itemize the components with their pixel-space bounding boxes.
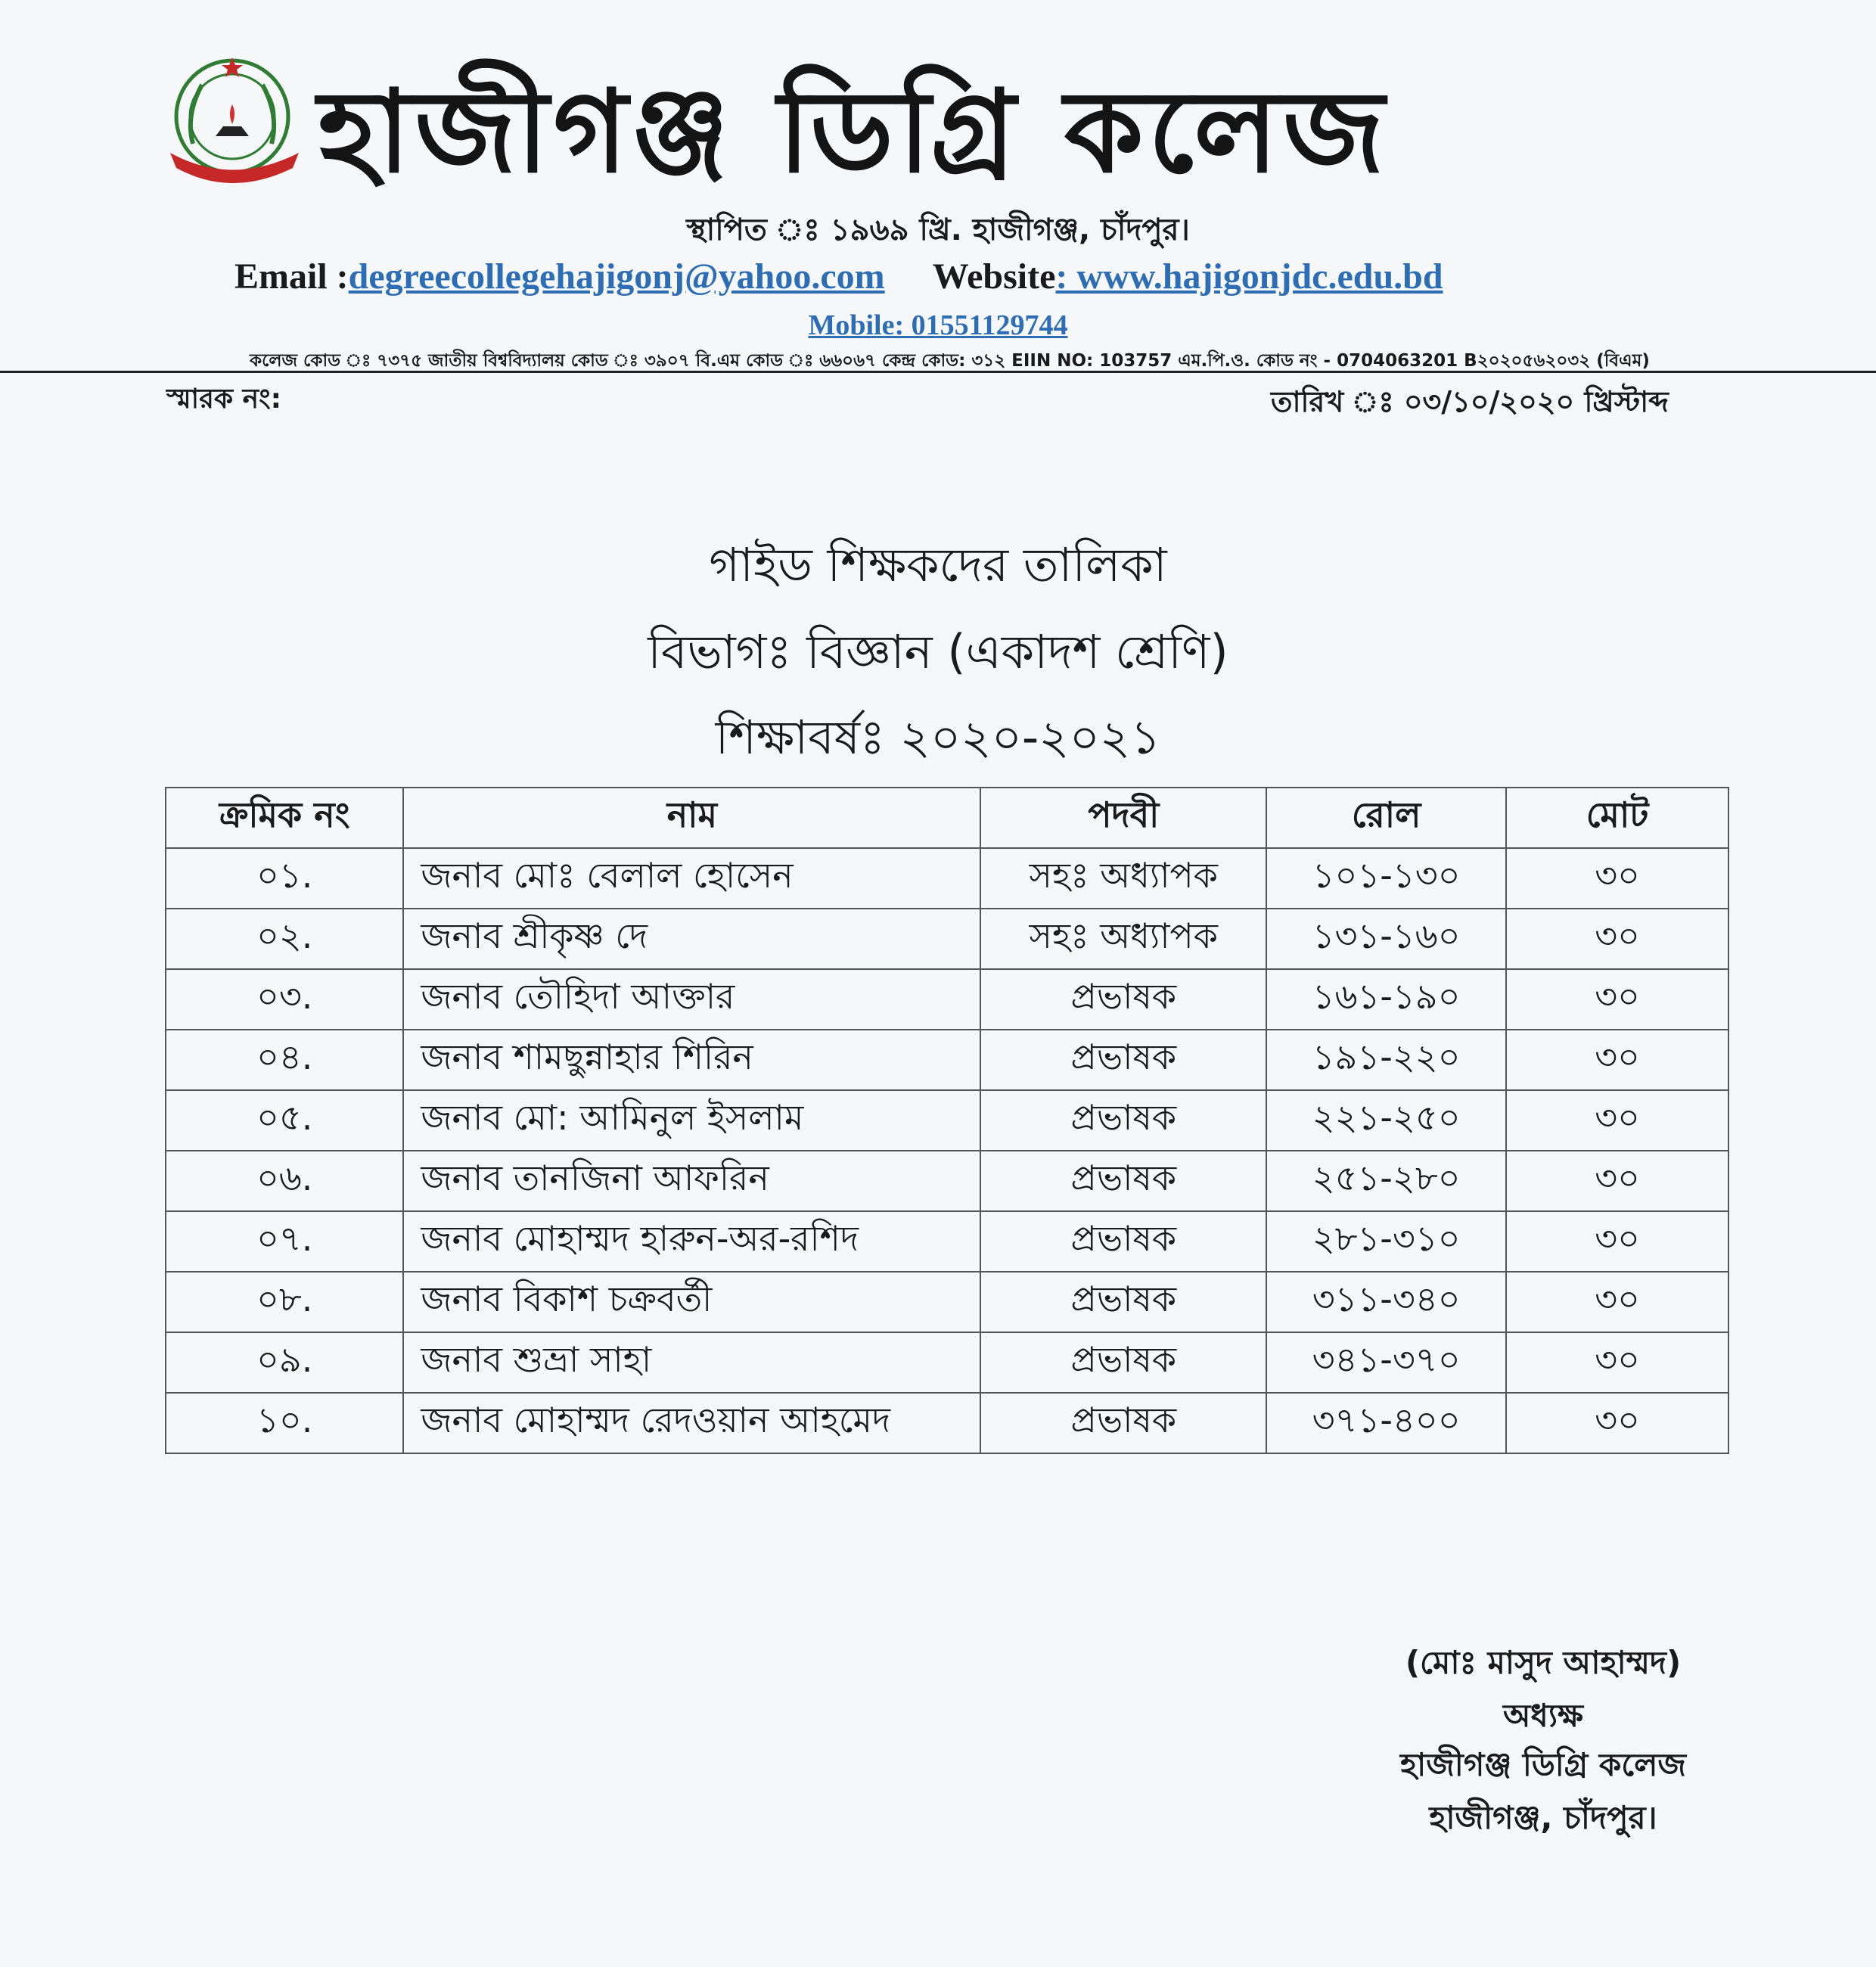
cell-roll: ২৮১-৩১০ <box>1266 1211 1506 1272</box>
cell-designation: প্রভাষক <box>980 969 1266 1030</box>
cell-roll: ১৩১-১৬০ <box>1266 909 1506 969</box>
cell-roll: ৩৭১-৪০০ <box>1266 1393 1506 1453</box>
table-row <box>166 969 1728 1030</box>
cell-roll: ২৫১-২৮০ <box>1266 1151 1506 1211</box>
signatory-designation: অধ্যক্ষ <box>1502 1697 1584 1734</box>
header-total: মোট <box>1506 788 1728 848</box>
cell-designation: সহঃ অধ্যাপক <box>980 848 1266 909</box>
cell-serial: ১০. <box>166 1393 403 1453</box>
cell-roll: ১৬১-১৯০ <box>1266 969 1506 1030</box>
document-title: গাইড শিক্ষকদের তালিকা <box>709 537 1167 592</box>
table-row <box>166 1151 1728 1211</box>
table-header-row <box>166 788 1728 848</box>
cell-designation: প্রভাষক <box>980 1272 1266 1332</box>
cell-serial: ০৮. <box>166 1272 403 1332</box>
cell-serial: ০৯. <box>166 1332 403 1393</box>
cell-name: জনাব মোহাম্মদ রেদওয়ান আহমেদ <box>403 1393 980 1453</box>
cell-designation: প্রভাষক <box>980 1090 1266 1151</box>
website-link[interactable]: : www.hajigonjdc.edu.bd <box>1055 256 1443 297</box>
table-row <box>166 909 1728 969</box>
established-line: স্থাপিত ঃ ১৯৬৯ খ্রি. হাজীগঞ্জ, চাঁদপুর। <box>686 213 1190 247</box>
cell-designation: প্রভাষক <box>980 1030 1266 1090</box>
department-line: বিভাগঃ বিজ্ঞান (একাদশ শ্রেণি) <box>648 624 1228 679</box>
cell-total: ৩০ <box>1506 969 1728 1030</box>
cell-name: জনাব শামছুন্নাহার শিরিন <box>403 1030 980 1090</box>
cell-serial: ০২. <box>166 909 403 969</box>
cell-total: ৩০ <box>1506 1090 1728 1151</box>
cell-designation: প্রভাষক <box>980 1151 1266 1211</box>
cell-total: ৩০ <box>1506 1211 1728 1272</box>
cell-designation: প্রভাষক <box>980 1332 1266 1393</box>
cell-name: জনাব শ্রীকৃষ্ণ দে <box>403 909 980 969</box>
table-row <box>166 1393 1728 1453</box>
cell-total: ৩০ <box>1506 1393 1728 1453</box>
header-serial: ক্রমিক নং <box>166 788 403 848</box>
table-row <box>166 1090 1728 1151</box>
cell-total: ৩০ <box>1506 848 1728 909</box>
cell-designation: প্রভাষক <box>980 1211 1266 1272</box>
college-name: হাজীগঞ্জ ডিগ্রি কলেজ <box>318 67 1390 198</box>
institution-codes: কলেজ কোড ঃ ৭৩৭৫ জাতীয় বিশ্ববিদ্যালয় কোড ঃ ৩৯০৭ বি.এম কোড ঃ ৬৬০৬৭ কেন্দ্র কোড: ৩১২ EIIN NO: 103757 এম.পি.ও. কোড নং - 0704063201 B২০২০৫৬২০৩২ (বিএম) <box>250 351 1650 371</box>
cell-serial: ০১. <box>166 848 403 909</box>
cell-roll: ১৯১-২২০ <box>1266 1030 1506 1090</box>
cell-roll: ২২১-২৫০ <box>1266 1090 1506 1151</box>
cell-total: ৩০ <box>1506 1272 1728 1332</box>
cell-name: জনাব মোঃ বেলাল হোসেন <box>403 848 980 909</box>
cell-name: জনাব শুভ্রা সাহা <box>403 1332 980 1393</box>
signatory-address: হাজীগঞ্জ, চাঁদপুর। <box>1429 1799 1657 1836</box>
header-name: নাম <box>403 788 980 848</box>
cell-serial: ০৬. <box>166 1151 403 1211</box>
email-link[interactable]: degreecollegehajigonj@yahoo.com <box>348 256 885 297</box>
session-line: শিক্ষাবর্ষঃ ২০২০-২০২১ <box>715 710 1161 765</box>
cell-name: জনাব তৌহিদা আক্তার <box>403 969 980 1030</box>
memo-date: তারিখ ঃ ০৩/১০/২০২০ খ্রিস্টাব্দ <box>1271 385 1669 418</box>
cell-roll: ৩১১-৩৪০ <box>1266 1272 1506 1332</box>
email-label: Email : <box>234 256 349 297</box>
cell-name: জনাব মো: আমিনুল ইসলাম <box>403 1090 980 1151</box>
cell-total: ৩০ <box>1506 909 1728 969</box>
cell-designation: সহঃ অধ্যাপক <box>980 909 1266 969</box>
table-row <box>166 1332 1728 1393</box>
cell-designation: প্রভাষক <box>980 1393 1266 1453</box>
cell-roll: ৩৪১-৩৭০ <box>1266 1332 1506 1393</box>
header-roll: রোল <box>1266 788 1506 848</box>
cell-name: জনাব তানজিনা আফরিন <box>403 1151 980 1211</box>
table-row <box>166 1272 1728 1332</box>
guide-teacher-table <box>165 787 1729 1454</box>
mobile-line <box>0 309 1876 342</box>
signatory-college: হাজীগঞ্জ ডিগ্রি কলেজ <box>1399 1746 1687 1783</box>
website-label: Website <box>932 256 1056 297</box>
cell-total: ৩০ <box>1506 1030 1728 1090</box>
cell-name: জনাব মোহাম্মদ হারুন-অর-রশিদ <box>403 1211 980 1272</box>
cell-serial: ০৪. <box>166 1030 403 1090</box>
mobile-number[interactable]: Mobile: 01551129744 <box>808 309 1068 341</box>
cell-total: ৩০ <box>1506 1151 1728 1211</box>
signatory-name: (মোঃ মাসুদ আহাম্মদ) <box>1405 1644 1682 1681</box>
cell-serial: ০৩. <box>166 969 403 1030</box>
cell-serial: ০৭. <box>166 1211 403 1272</box>
cell-roll: ১০১-১৩০ <box>1266 848 1506 909</box>
table-row <box>166 1030 1728 1090</box>
header-divider <box>0 371 1876 373</box>
college-seal-logo <box>163 54 310 187</box>
contact-line <box>234 256 1672 301</box>
cell-total: ৩০ <box>1506 1332 1728 1393</box>
cell-name: জনাব বিকাশ চক্রবর্তী <box>403 1272 980 1332</box>
cell-serial: ০৫. <box>166 1090 403 1151</box>
table-row <box>166 848 1728 909</box>
table-row <box>166 1211 1728 1272</box>
header-designation: পদবী <box>980 788 1266 848</box>
memo-ref-label: স্মারক নং: <box>166 384 281 415</box>
